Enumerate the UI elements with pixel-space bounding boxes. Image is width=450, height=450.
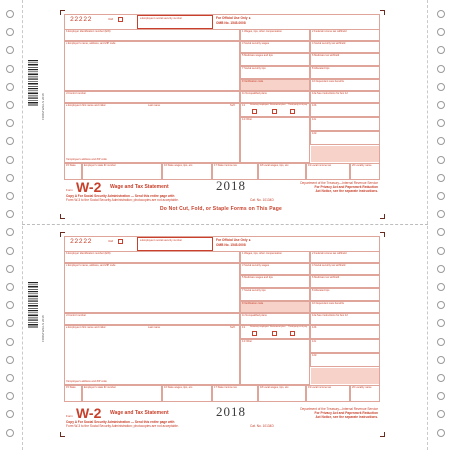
statutory-checkbox[interactable] [252,331,257,336]
form-word: Form [66,414,73,418]
cat-number: Cat. No. 10134D [250,424,274,428]
tractor-hole [6,65,14,73]
tractor-hole [6,174,14,182]
box10-label: 10 Dependent care benefits [312,302,344,305]
box12c-label: 12c [312,340,317,343]
tractor-hole [437,247,445,255]
tractor-hole [6,429,14,437]
tractor-hole [437,10,445,18]
box6-label: 6 Medicare tax withheld [312,54,340,57]
retirement-label: Retirement plan [270,326,286,328]
corner-mark [380,214,385,219]
tractor-hole [437,192,445,200]
copy-a-line-2: Form W-3 to the Social Security Administration; photocopies are not acceptable. [66,198,179,202]
box12b-label: 12b [312,104,317,107]
statement-title: Wage and Tax Statement [110,184,169,190]
barcode-bottom [28,282,38,328]
tractor-hole [437,101,445,109]
w2-form-top [64,14,380,224]
employee-last-name-label: Last name [148,104,161,107]
box19-label: 19 Local income tax [308,164,332,167]
corner-mark [380,432,385,437]
sickpay-label: Third-party sick pay [288,326,308,328]
box12b-field[interactable] [310,103,380,117]
do-not-cut-warning: Do Not Cut, Fold, or Staple Forms on This Page [160,206,282,212]
box1-label: 1 Wages, tips, other compensation [242,252,282,255]
box12a-label: 12a See instructions for box 12 [312,92,348,95]
omb-label: OMB No. 1545-0008 [216,243,246,247]
void-checkbox[interactable] [118,17,123,22]
employer-label: c Employer's name, address, and ZIP code [66,42,116,45]
box4-label: 4 Social security tax withheld [312,264,346,267]
box7-label: 7 Social security tips [242,289,266,292]
control-number-label: d Control number [66,314,87,317]
box12b-label: 12b [312,326,317,329]
box16-label: 16 State wages, tips, etc. [164,386,193,389]
sickpay-label: Third-party sick pay [288,104,308,106]
barcode-top [28,60,38,106]
tractor-hole [437,338,445,346]
suffix-label: Suff. [230,326,236,329]
dept-line-2: For Privacy Act and Paperwork Reduction [314,185,378,189]
cat-number: Cat. No. 10134D [250,198,274,202]
box12c-label: 12c [312,118,317,121]
box12c-field[interactable] [310,117,380,131]
retirement-checkbox[interactable] [272,109,277,114]
dept-line-3: Act Notice, see the separate instructions. [315,189,378,193]
retirement-checkbox[interactable] [272,331,277,336]
tractor-hole [6,265,14,273]
tractor-hole [6,338,14,346]
dept-line-1: Department of the Treasury—Internal Revenue Service [300,181,378,185]
sickpay-checkbox[interactable] [290,331,295,336]
box13-label: 13 [242,104,245,107]
w2-form-bottom [64,236,380,446]
box14-field[interactable] [240,339,310,385]
official-use-label: For Official Use Only ► [216,238,252,242]
tractor-hole [437,374,445,382]
box3-label: 3 Social security wages [242,42,270,45]
tax-year: 2018 [216,404,246,419]
side-form-code-bottom: FORM W2A-S 2018 [41,315,45,342]
void-checkbox[interactable] [118,239,123,244]
omb-label: OMB No. 1545-0008 [216,21,246,25]
employer-field[interactable] [64,263,240,313]
box12c-field[interactable] [310,339,380,353]
tractor-hole [6,192,14,200]
tractor-hole [6,156,14,164]
box12d-field[interactable] [310,131,380,145]
box15-label: 15 State [66,164,76,167]
control-number-field[interactable] [64,313,240,325]
box14-field[interactable] [240,117,310,163]
state-id-label: Employer's state ID number [84,386,116,389]
employee-field[interactable] [64,325,240,385]
copy-a-line-2: Form W-3 to the Social Security Administration; photocopies are not acceptable. [66,424,179,428]
w2-title: W-2 [76,405,102,421]
box11-label: 11 Nonqualified plans [242,92,267,95]
box12d-label: 12d [312,354,317,357]
tractor-hole [437,429,445,437]
corner-mark [60,432,65,437]
perforation-line [22,224,428,225]
tractor-hole [437,156,445,164]
tractor-hole [437,83,445,91]
state-id-label: Employer's state ID number [84,164,116,167]
corner-mark [380,10,385,15]
ssn-label: a Employee's social security number [140,239,183,242]
void-label: Void [108,18,114,21]
box18-label: 18 Local wages, tips, etc. [260,164,290,167]
statutory-label: Statutory employee [250,326,269,328]
tractor-hole [437,65,445,73]
tractor-hole [6,247,14,255]
shaded-area [311,368,380,385]
tractor-hole [437,265,445,273]
tractor-hole [6,283,14,291]
box5-label: 5 Medicare wages and tips [242,276,273,279]
control-code: 22222 [70,238,93,245]
tractor-hole [437,174,445,182]
statement-title: Wage and Tax Statement [110,410,169,416]
box17-label: 17 State income tax [214,386,237,389]
employee-last-name-label: Last name [148,326,161,329]
box7-label: 7 Social security tips [242,67,266,70]
tractor-hole [437,283,445,291]
sickpay-checkbox[interactable] [290,109,295,114]
box13-label: 13 [242,326,245,329]
dept-line-3: Act Notice, see the separate instructions. [315,415,378,419]
tractor-hole [6,101,14,109]
box5-label: 5 Medicare wages and tips [242,54,273,57]
box20-label: 20 Locality name [352,164,372,167]
box20-label: 20 Locality name [352,386,372,389]
corner-mark [60,232,65,237]
box15-label: 15 State [66,386,76,389]
control-number-field[interactable] [64,91,240,103]
side-form-code-top: FORM W2A-S 2018 [41,93,45,120]
box9-label: 9 Verification code [242,80,264,83]
box2-label: 2 Federal income tax withheld [312,30,347,33]
dept-line-2: For Privacy Act and Paperwork Reduction [314,411,378,415]
employee-first-name-label: e Employee's first name and initial [66,104,106,107]
ein-label: b Employer identification number (EIN) [66,30,111,33]
corner-mark [60,10,65,15]
box8-label: 8 Allocated tips [312,289,330,292]
shaded-area [311,146,380,163]
retirement-label: Retirement plan [270,104,286,106]
tractor-hole [6,356,14,364]
dept-line-1: Department of the Treasury—Internal Revenue Service [300,407,378,411]
box14-label: 14 Other [242,118,253,121]
box4-label: 4 Social security tax withheld [312,42,346,45]
box1-label: 1 Wages, tips, other compensation [242,30,282,33]
w2-title: W-2 [76,179,102,195]
box11-label: 11 Nonqualified plans [242,314,267,317]
tractor-hole [6,10,14,18]
box16-label: 16 State wages, tips, etc. [164,164,193,167]
employee-first-name-label: e Employee's first name and initial [66,326,106,329]
box10-label: 10 Dependent care benefits [312,80,344,83]
control-number-label: d Control number [66,92,87,95]
box3-label: 3 Social security wages [242,264,270,267]
control-code: 22222 [70,16,93,23]
tractor-hole [6,374,14,382]
box19-label: 19 Local income tax [308,386,332,389]
corner-mark [60,214,65,219]
ein-label: b Employer identification number (EIN) [66,252,111,255]
box12b-field[interactable] [310,325,380,339]
ssn-label: a Employee's social security number [140,17,183,20]
box18-label: 18 Local wages, tips, etc. [260,386,290,389]
employee-address-label: f Employee's address and ZIP code [66,380,107,383]
employee-address-label: f Employee's address and ZIP code [66,158,107,161]
corner-mark [380,232,385,237]
tractor-hole [437,356,445,364]
box6-label: 6 Medicare tax withheld [312,276,340,279]
suffix-label: Suff. [230,104,236,107]
box2-label: 2 Federal income tax withheld [312,252,347,255]
box8-label: 8 Allocated tips [312,67,330,70]
tractor-hole [6,83,14,91]
official-use-label: For Official Use Only ► [216,16,252,20]
employer-label: c Employer's name, address, and ZIP code [66,264,116,267]
box12a-label: 12a See instructions for box 12 [312,314,348,317]
employer-field[interactable] [64,41,240,91]
box9-label: 9 Verification code [242,302,264,305]
box12d-label: 12d [312,132,317,135]
box17-label: 17 State income tax [214,164,237,167]
statutory-label: Statutory employee [250,104,269,106]
tax-year: 2018 [216,178,246,193]
copy-a-line-1: Copy A For Social Security Administration — Send this entire page with [66,420,175,424]
copy-a-line-1: Copy A For Social Security Administration — Send this entire page with [66,194,175,198]
statutory-checkbox[interactable] [252,109,257,114]
employee-field[interactable] [64,103,240,163]
box12d-field[interactable] [310,353,380,367]
form-word: Form [66,188,73,192]
void-label: Void [108,240,114,243]
box14-label: 14 Other [242,340,253,343]
